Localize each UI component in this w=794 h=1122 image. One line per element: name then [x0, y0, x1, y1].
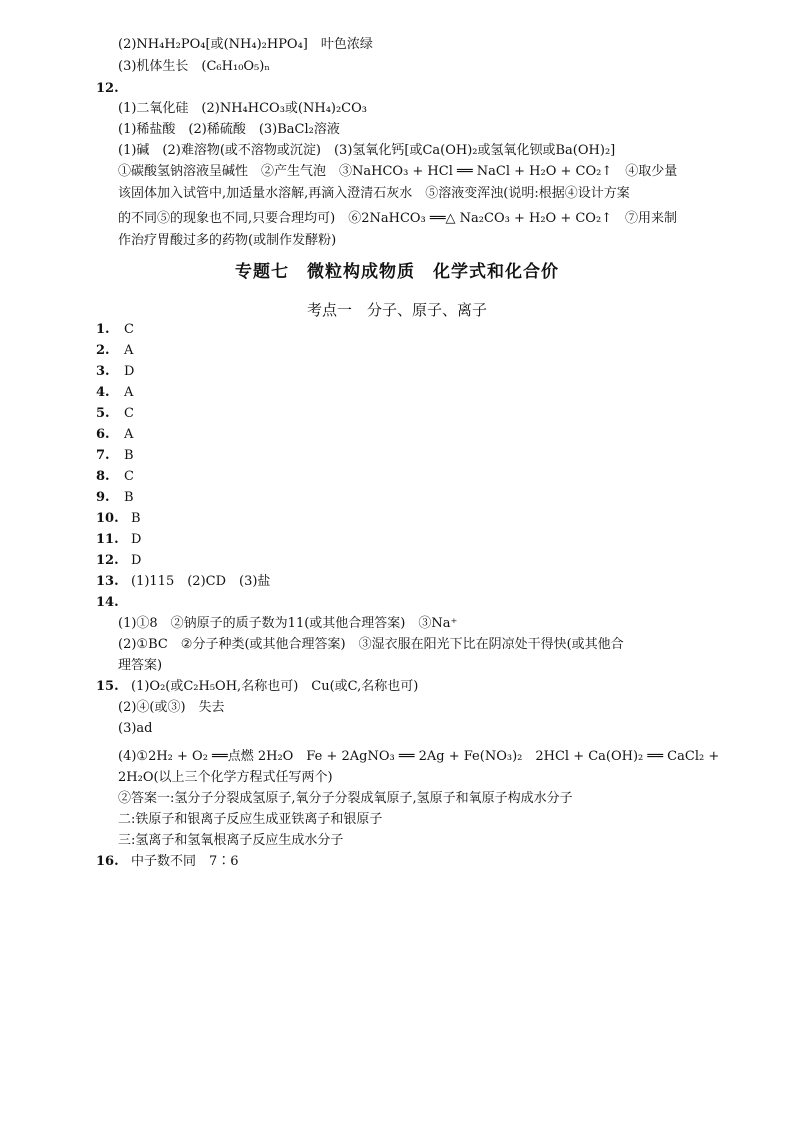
question-number: 12.	[96, 553, 119, 568]
question-number: 2.	[96, 343, 110, 358]
text-line: 该固体加入试管中,加适量水溶解,再滴入澄清石灰水 ⑤溶液变浑浊(说明:根据④设计方案	[118, 186, 630, 201]
answer-value: B	[124, 448, 134, 463]
text-line: 2H₂O(以上三个化学方程式任写两个)	[118, 770, 333, 785]
text-line: 的不同⑤的现象也不同,只要合理均可) ⑥2NaHCO₃ ══△ Na₂CO₃ + H₂O + CO₂↑ ⑦用来制	[118, 211, 678, 226]
answer-value: (1)115 (2)CD (3)盐	[131, 574, 271, 589]
answer-value: C	[124, 406, 134, 421]
answer-value: B	[131, 511, 141, 526]
answer-value: A	[124, 427, 134, 442]
answer-value: A	[124, 343, 134, 358]
question-number: 9.	[96, 490, 110, 505]
question-number: 12.	[96, 81, 119, 96]
answer-value: D	[131, 553, 142, 568]
text-line: 作治疗胃酸过多的药物(或制作发酵粉)	[118, 233, 337, 248]
text-line: (2)④(或③) 失去	[118, 700, 225, 715]
question-number: 11.	[96, 532, 119, 547]
question-number: 8.	[96, 469, 110, 484]
subsection-title: 考点一 分子、原子、离子	[306, 301, 487, 319]
answer-value: B	[124, 490, 134, 505]
question-number: 14.	[96, 595, 119, 610]
question-number: 6.	[96, 427, 110, 442]
question-number: 10.	[96, 511, 119, 526]
answer-value: D	[131, 532, 142, 547]
text-line: (3)ad	[118, 721, 153, 736]
text-line: (1)碱 (2)难溶物(或不溶物或沉淀) (3)氢氧化钙[或Ca(OH)₂或氢氧化钡或Ba(OH)₂]	[118, 143, 616, 158]
text-line: (2)NH₄H₂PO₄[或(NH₄)₂HPO₄] 叶色浓绿	[118, 37, 373, 52]
question-number: 16.	[96, 854, 119, 869]
answer-value: 中子数不同 7∶6	[131, 854, 239, 869]
question-number: 5.	[96, 406, 110, 421]
question-number: 13.	[96, 574, 119, 589]
question-number: 3.	[96, 364, 110, 379]
question-number: 7.	[96, 448, 110, 463]
text-line: 三:氢离子和氢氧根离子反应生成水分子	[118, 833, 344, 848]
answer-value: C	[124, 469, 134, 484]
text-line: 理答案)	[118, 658, 163, 673]
text-line: (2)①BC ②分子种类(或其他合理答案) ③湿衣服在阳光下比在阴凉处干得快(或其他合	[118, 637, 624, 652]
text-line: ②答案一:氢分子分裂成氢原子,氧分子分裂成氧原子,氢原子和氧原子构成水分子	[118, 791, 573, 806]
text-line: ①碳酸氢钠溶液呈碱性 ②产生气泡 ③NaHCO₃ + HCl ══ NaCl + H₂O + CO₂↑ ④取少量	[118, 164, 678, 179]
question-number: 4.	[96, 385, 110, 400]
text-line: (3)机体生长 (C₆H₁₀O₅)ₙ	[118, 59, 270, 74]
answer-value: A	[124, 385, 134, 400]
text-line: (1)①8 ②钠原子的质子数为11(或其他合理答案) ③Na⁺	[118, 616, 458, 631]
text-line: (4)①2H₂ + O₂ ══点燃 2H₂O Fe + 2AgNO₃ ══ 2Ag + Fe(NO₃)₂ 2HCl + Ca(OH)₂ ══ CaCl₂ +	[118, 749, 720, 764]
text-line: (1)O₂(或C₂H₅OH,名称也可) Cu(或C,名称也可)	[131, 679, 419, 694]
text-line: 二:铁原子和银离子反应生成亚铁离子和银原子	[118, 812, 383, 827]
answer-value: C	[124, 322, 134, 337]
question-number: 15.	[96, 679, 119, 694]
question-number: 1.	[96, 322, 110, 337]
text-line: (1)二氧化硅 (2)NH₄HCO₃或(NH₄)₂CO₃	[118, 101, 367, 116]
answer-value: D	[124, 364, 135, 379]
text-line: (1)稀盐酸 (2)稀硫酸 (3)BaCl₂溶液	[118, 122, 340, 137]
section-title: 专题七 微粒构成物质 化学式和化合价	[235, 262, 559, 282]
